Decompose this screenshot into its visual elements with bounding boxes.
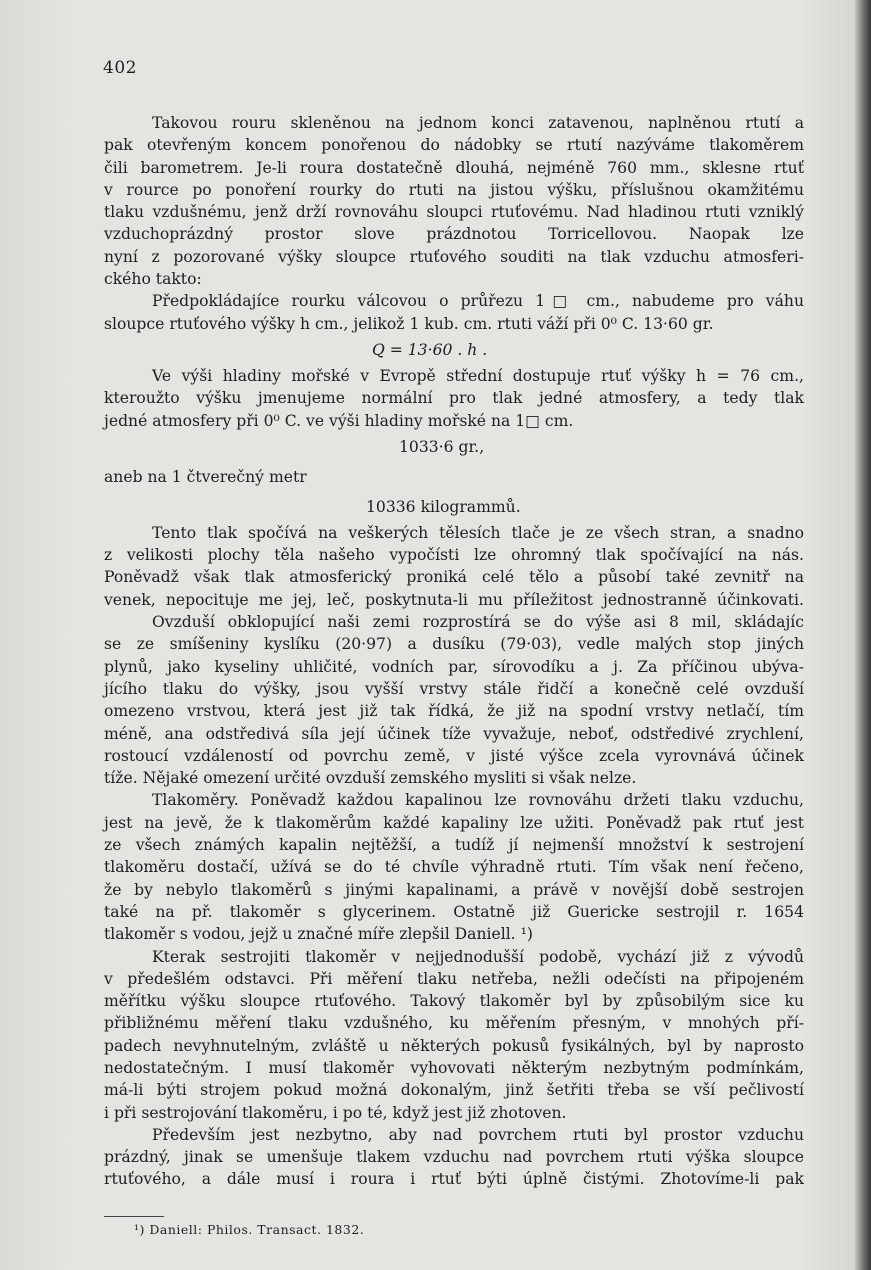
text-line: Ovzduší obklopující naši zemi rozprostírá se do výše asi 8 mil, skládajíc bbox=[152, 613, 804, 632]
text-line: také na př. tlakoměr s glycerinem. Ostatně již Guericke sestrojil r. 1654 bbox=[104, 902, 804, 921]
text-line: ckého takto: bbox=[104, 270, 202, 289]
text-line: tlaku vzdušnému, jenž drží rovnováhu sloupci rtuťovému. Nad hladinou rtuti vzniklý bbox=[104, 203, 804, 222]
text-line: i při sestrojování tlakoměru, i po té, když jest již zhotoven. bbox=[104, 1103, 567, 1122]
text-line: Kterak sestrojiti tlakoměr v nejjednodušší podobě, vychází již z vývodů bbox=[152, 947, 804, 966]
text-line: přibližnému měření tlaku vzdušného, ku měřením přesným, v mnohých pří- bbox=[104, 1014, 804, 1033]
text-line: nedostatečným. I musí tlakoměr vyhovovati některým nezbytným podmínkám, bbox=[104, 1058, 804, 1077]
text-line: prázdný, jinak se umenšuje tlakem vzduchu nad povrchem rtuti výška sloupce bbox=[104, 1148, 804, 1167]
text-line: rostoucí vzdáleností od povrchu země, v jisté výšce zcela vyrovnává účinek bbox=[104, 746, 804, 765]
page-edge-shadow bbox=[855, 0, 871, 1270]
text-line: z velikosti plochy těla našeho vypočísti lze ohromný tlak spočívající na nás. bbox=[104, 546, 804, 565]
text-line: Tento tlak spočívá na veškerých tělesích tlače je ze všech stran, a snadno bbox=[152, 523, 804, 542]
text-line: omezeno vrstvou, která jest již tak řídká, že již na spodní vrstvy netlačí, tím bbox=[104, 702, 804, 721]
text-line: má-li býti strojem pokud možná dokonalým, jinž šetřiti třeba se vší pečlivostí bbox=[104, 1081, 804, 1100]
text-line: padech nevyhnutelným, zvláště u některých pokusů fysikálných, byl by naprosto bbox=[104, 1036, 804, 1055]
text-line: Především jest nezbytno, aby nad povrchem rtuti byl prostor vzduchu bbox=[152, 1125, 804, 1144]
text-line: jest na jevě, že k tlakoměrům každé kapaliny lze užiti. Poněvadž pak rtuť jest bbox=[104, 813, 804, 832]
text-line: venek, nepocituje me jej, leč, poskytnuta-li mu příležitost jednostranně účinkovati. bbox=[104, 590, 804, 609]
text-line: Takovou rouru skleněnou na jednom konci zatavenou, naplněnou rtutí a bbox=[152, 114, 804, 132]
text-line: jícího tlaku do výšky, jsou vyšší vrstvy stále řidčí a konečně celé ovzduší bbox=[104, 679, 804, 698]
text-line: plynů, jako kyseliny uhličité, vodních par, sírovodíku a j. Za příčinou ubýva- bbox=[104, 657, 804, 676]
text-line: čili barometrem. Je-li roura dostatečně dlouhá, nejméně 760 mm., sklesne rtuť bbox=[104, 158, 804, 177]
equation-value-grams: 1033·6 gr., bbox=[399, 437, 485, 456]
footnote-rule bbox=[104, 1216, 164, 1217]
text-line: se ze smíšeniny kyslíku (20·97) a dusíku (79·03), vedle malých stop jiných bbox=[104, 635, 804, 654]
text-line: méně, ana odstředivá síla její účinek tíže vyvažuje, neboť, odstředivé zrychlení, bbox=[104, 724, 804, 743]
text-line: tíže. Nějaké omezení určité ovzduší zemského mysliti si však nelze. bbox=[104, 769, 637, 788]
text-line: vzduchoprázdný prostor slove prázdnotou Torricellovou. Naopak lze bbox=[104, 225, 804, 244]
text-line: v rource po ponoření rourky do rtuti na jistou výšku, příslušnou okamžitému bbox=[104, 180, 804, 199]
footnote: ¹) Daniell: Philos. Transact. 1832. bbox=[134, 1222, 365, 1237]
text-line: Tlakoměry. Poněvadž každou kapalinou lze rovnováhu držeti tlaku vzduchu, bbox=[152, 791, 804, 810]
text-line: tlakoměru dostačí, užívá se do té chvíle výhradně rtuti. Tím však není řečeno, bbox=[104, 858, 804, 877]
text-line: tlakoměr s vodou, jejž u značné míře zlepšil Daniell. ¹) bbox=[104, 925, 533, 944]
text-line: v předešlém odstavci. Při měření tlaku netřeba, nežli odečísti na připojeném bbox=[104, 969, 804, 988]
text-line: že by nebylo tlakoměrů s jinými kapalinami, a právě v novější době sestrojen bbox=[104, 880, 804, 899]
text-line: kteroužto výšku jmenujeme normální pro tlak jedné atmosfery, a tedy tlak bbox=[104, 389, 804, 408]
text-line: Poněvadž však tlak atmosferický proniká celé tělo a působí také zevnitř na bbox=[104, 568, 804, 587]
text-line: sloupce rtuťového výšky h cm., jelikož 1 kub. cm. rtuti váží při 0⁰ C. 13·60 gr. bbox=[104, 314, 714, 333]
text-line: Ve výši hladiny mořské v Evropě střední dostupuje rtuť výšky h = 76 cm., bbox=[152, 366, 804, 385]
text-line: nyní z pozorované výšky sloupce rtuťového souditi na tlak vzduchu atmosferi- bbox=[104, 247, 804, 266]
text-body bbox=[104, 112, 804, 1191]
formula: Q = 13·60 . h . bbox=[372, 340, 488, 359]
text-line: Předpokládajíce rourku válcovou o průřezu 1□ cm., nabudeme pro váhu bbox=[152, 292, 804, 311]
text-line: pak otevřeným koncem ponořenou do nádobky se rtutí nazýváme tlakoměrem bbox=[104, 136, 804, 155]
text-line: jedné atmosfery při 0⁰ C. ve výši hladiny mořské na 1□ cm. bbox=[104, 411, 574, 430]
equation-prefix: aneb na 1 čtverečný metr bbox=[104, 467, 307, 486]
equation-value-kilograms: 10336 kilogrammů. bbox=[366, 497, 521, 516]
text-line: měřítku výšku sloupce rtuťového. Takový tlakoměr byl by způsobilým sice ku bbox=[104, 992, 804, 1011]
page-number: 402 bbox=[103, 58, 137, 78]
text-line: rtuťového, a dále musí i roura i rtuť býti úplně čistými. Zhotovíme-li pak bbox=[104, 1170, 804, 1189]
text-line: ze všech známých kapalin nejtěžší, a tudíž jí nejmenší množství k sestrojení bbox=[104, 836, 804, 855]
